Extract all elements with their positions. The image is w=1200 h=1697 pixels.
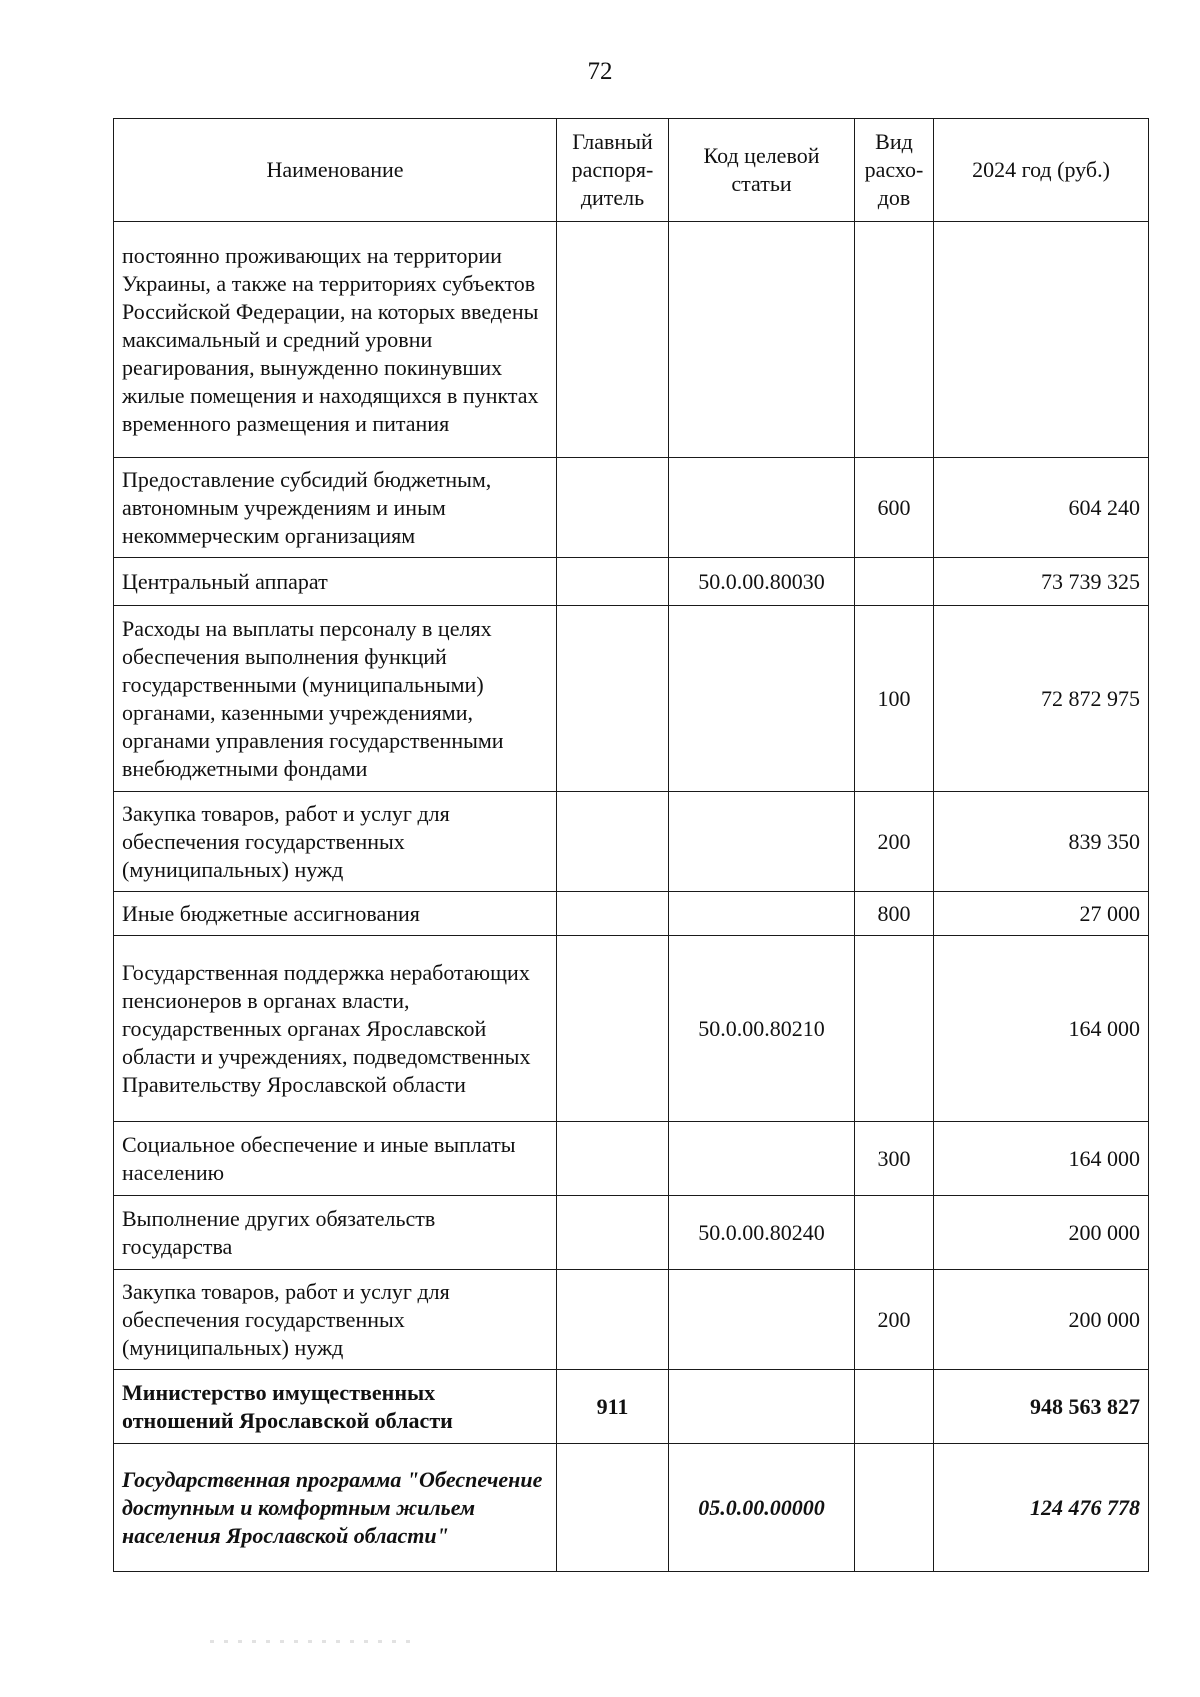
row-kind [855,1196,934,1270]
table-row [114,792,1149,892]
row-name: постоянно проживающих на территории Украины, а также на территориях субъектов Российской Федерации, на которых введены максимальный и средний уровни реагирования, вынужденно покинувших жилые помещения и находящихся в пунктах временного размещения и питания [114,222,557,458]
row-amount: 164 000 [934,1122,1149,1196]
row-code [669,792,855,892]
row-amount: 839 350 [934,792,1149,892]
table-row [114,1122,1149,1196]
row-code [669,1370,855,1444]
row-kind: 300 [855,1122,934,1196]
row-amount: 200 000 [934,1270,1149,1370]
row-admin [557,792,669,892]
row-kind: 800 [855,892,934,936]
row-kind [855,936,934,1122]
row-amount: 164 000 [934,936,1149,1122]
row-amount: 604 240 [934,458,1149,558]
row-admin: 911 [557,1370,669,1444]
row-name: Центральный аппарат [114,558,557,606]
row-amount: 73 739 325 [934,558,1149,606]
table-row-program [114,1444,1149,1572]
row-name: Выполнение других обязательств государства [114,1196,557,1270]
row-name: Расходы на выплаты персоналу в целях обеспечения выполнения функций государственными (муниципальными) органами, казенными учреждениями, органами управления государственными внебюджетными фондами [114,606,557,792]
row-admin [557,1196,669,1270]
row-code: 05.0.00.00000 [669,1444,855,1572]
row-name: Закупка товаров, работ и услуг для обеспечения государственных (муниципальных) нужд [114,792,557,892]
table-row [114,936,1149,1122]
row-code [669,606,855,792]
row-amount: 124 476 778 [934,1444,1149,1572]
row-code [669,458,855,558]
row-kind [855,1444,934,1572]
row-kind: 600 [855,458,934,558]
table-row [114,606,1149,792]
row-amount [934,222,1149,458]
header-main-administrator: Главный распоря-дитель [557,119,669,222]
table-row [114,558,1149,606]
table-row [114,1196,1149,1270]
row-admin [557,892,669,936]
row-admin [557,222,669,458]
row-admin [557,1270,669,1370]
row-kind [855,558,934,606]
row-admin [557,558,669,606]
row-name: Министерство имущественных отношений Ярославской области [114,1370,557,1444]
row-code: 50.0.00.80240 [669,1196,855,1270]
row-admin [557,1122,669,1196]
row-code [669,892,855,936]
row-admin [557,1444,669,1572]
row-code: 50.0.00.80210 [669,936,855,1122]
row-name: Закупка товаров, работ и услуг для обеспечения государственных (муниципальных) нужд [114,1270,557,1370]
row-amount: 72 872 975 [934,606,1149,792]
header-name: Наименование [114,119,557,222]
table-header-row [114,119,1149,222]
row-name: Социальное обеспечение и иные выплаты населению [114,1122,557,1196]
row-admin [557,458,669,558]
row-name: Государственная поддержка неработающих пенсионеров в органах власти, государственных органах Ярославской области и учреждениях, подведомственных Правительству Ярославской области [114,936,557,1122]
page-number: 72 [587,58,613,85]
table-row [114,458,1149,558]
scan-artifact [210,1640,410,1643]
row-kind [855,1370,934,1444]
row-amount: 200 000 [934,1196,1149,1270]
row-code [669,1270,855,1370]
row-name: Иные бюджетные ассигнования [114,892,557,936]
table-row [114,1270,1149,1370]
row-code [669,222,855,458]
row-code: 50.0.00.80030 [669,558,855,606]
row-name: Государственная программа "Обеспечение доступным и комфортным жильем населения Ярославской области" [114,1444,557,1572]
row-code [669,1122,855,1196]
header-expense-kind: Вид расхо-дов [855,119,934,222]
row-kind: 200 [855,792,934,892]
row-amount: 948 563 827 [934,1370,1149,1444]
table-row-ministry [114,1370,1149,1444]
table-row [114,222,1149,458]
budget-table [113,118,1149,1572]
row-amount: 27 000 [934,892,1149,936]
row-kind: 100 [855,606,934,792]
table-row [114,892,1149,936]
row-admin [557,606,669,792]
row-kind [855,222,934,458]
row-kind: 200 [855,1270,934,1370]
row-name: Предоставление субсидий бюджетным, автономным учреждениям и иным некоммерческим организациям [114,458,557,558]
header-target-item-code: Код целевой статьи [669,119,855,222]
header-amount-2024: 2024 год (руб.) [934,119,1149,222]
row-admin [557,936,669,1122]
